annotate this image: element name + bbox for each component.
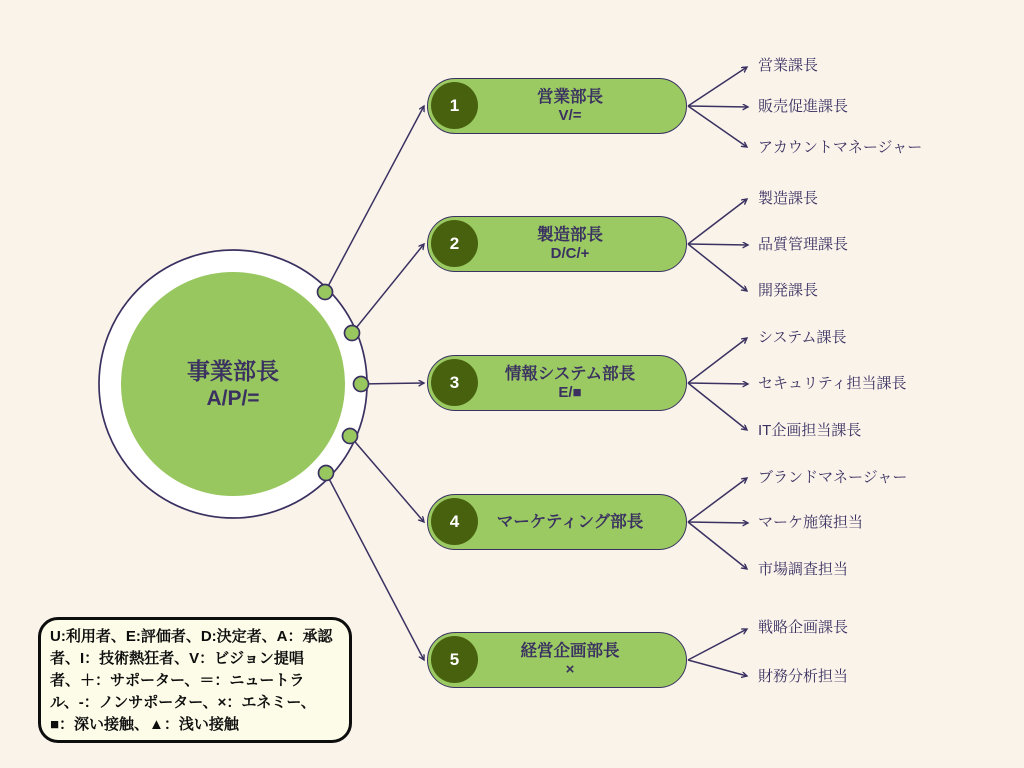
legend-line: 者、＋：サポーター、＝：ニュートラ: [50, 672, 305, 689]
branch-subtitle: ×: [565, 661, 575, 678]
center-circle: [121, 272, 345, 496]
branch-subtitle: D/C/+: [550, 245, 590, 262]
branch-node-2: [427, 216, 687, 272]
leaf-label: アカウントマネージャー: [758, 139, 923, 156]
branch-title: 営業部長: [537, 88, 603, 106]
branch-title: 製造部長: [537, 226, 603, 244]
leaf-label: 市場調査担当: [758, 561, 849, 578]
branch-number-badge: 3: [431, 359, 478, 406]
leaf-label: マーケ施策担当: [758, 514, 864, 531]
leaf-label: 戦略企画課長: [758, 619, 849, 636]
branch-number-badge: 1: [431, 82, 478, 129]
center-node-subtitle: A/P/=: [206, 387, 260, 410]
leaf-label: IT企画担当課長: [758, 422, 862, 439]
leaf-label: 財務分析担当: [758, 668, 849, 685]
legend-line: ■：深い接触、▲：浅い接触: [50, 716, 239, 733]
branch-node-1: [427, 78, 687, 134]
leaf-label: 製造課長: [758, 190, 819, 207]
center-node-title: 事業部長: [187, 358, 279, 384]
branch-node-5: [427, 632, 687, 688]
legend-line: 者、I：技術熱狂者、V：ビジョン提唱: [50, 650, 304, 667]
branch-subtitle: V/=: [558, 107, 582, 124]
leaf-label: ブランドマネージャー: [758, 469, 908, 486]
leaf-label: 品質管理課長: [758, 236, 849, 253]
branch-title: マーケティング部長: [496, 513, 644, 531]
branch-title: 経営企画部長: [520, 642, 620, 660]
leaf-label: 販売促進課長: [758, 98, 849, 115]
legend-line: U:利用者、E:評価者、D:決定者、A：承認: [50, 628, 333, 645]
leaf-lines: [688, 67, 748, 676]
leaf-label: セキュリティ担当課長: [758, 375, 907, 392]
branch-node-4: [427, 494, 687, 550]
branch-number-badge: 2: [431, 220, 478, 267]
branch-subtitle: E/■: [558, 384, 582, 401]
legend-box: [38, 617, 352, 743]
branch-node-3: [427, 355, 687, 411]
branch-number-badge: 5: [431, 636, 478, 683]
legend-line: ル、-：ノンサポーター、×：エネミー、: [50, 694, 316, 711]
leaf-label: 営業課長: [758, 57, 819, 74]
branch-number-badge: 4: [431, 498, 478, 545]
leaf-label: 開発課長: [758, 282, 819, 299]
branch-title: 情報システム部長: [504, 365, 636, 383]
leaf-label: システム課長: [758, 329, 847, 346]
